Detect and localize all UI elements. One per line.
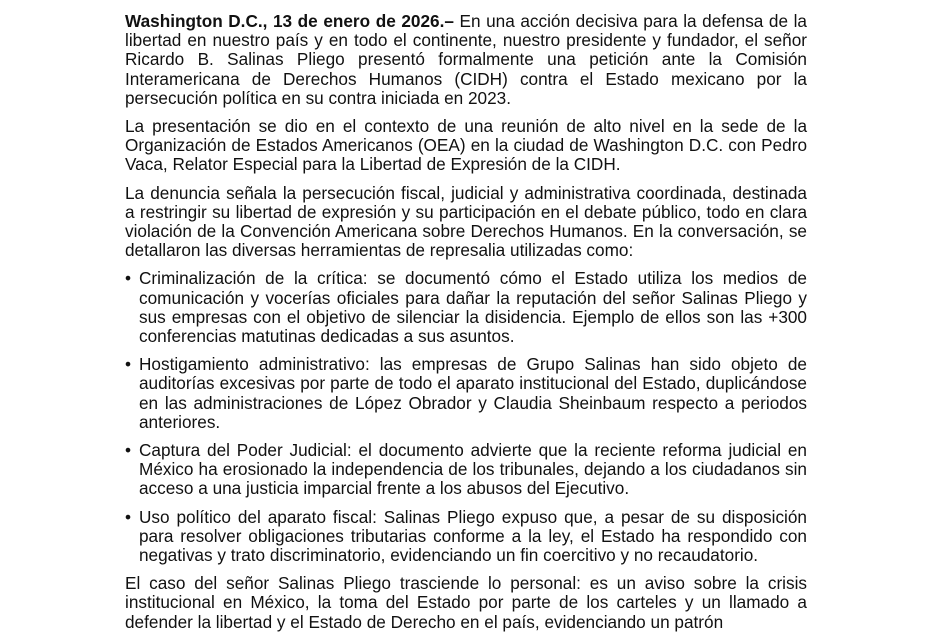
list-item-text: Criminalización de la crítica: se documentó cómo el Estado utiliza los medios de comunicación y vocerías oficiales para dañar la reputación del señor Salinas Pliego y sus empresas con el objetivo de silenciar la disidencia. Ejemplo de ellos son las +300 conferencias matutinas dedicadas a sus asuntos.: [139, 268, 807, 347]
bullet-icon: •: [125, 440, 132, 461]
paragraph-meeting: La presentación se dio en el contexto de una reunión de alto nivel en la sede de la Organización de Estados Americanos (OEA) en la ciudad de Washington D.C. con Pedro Vaca, Relator Especial para la Libertad de Expresión de la CIDH.: [125, 116, 807, 175]
paragraph-closing: El caso del señor Salinas Pliego trasciende lo personal: es un aviso sobre la crisis institucional en México, la toma del Estado por parte de los carteles y un llamado a defender la libertad y el Estado de Derecho en el país, evidenciando un patrón: [125, 573, 807, 632]
list-item: [125, 269, 807, 346]
list-item-text: Captura del Poder Judicial: el documento advierte que la reciente reforma judicial en México ha erosionado la independencia de los tribunales, dejando a los ciudadanos sin acceso a una justicia imparcial frente a los abusos del Ejecutivo.: [139, 440, 807, 499]
bullet-icon: •: [125, 354, 132, 375]
lead-paragraph: [125, 12, 807, 108]
list-item: [125, 441, 807, 499]
paragraph-complaint: La denuncia señala la persecución fiscal, judicial y administrativa coordinada, destinada a restringir su libertad de expresión y su participación en el debate público, todo en clara violación de la Convención Americana sobre Derechos Humanos. En la conversación, se detallaron las diversas herramientas de represalia utilizadas como:: [125, 182, 807, 261]
bullet-icon: •: [125, 506, 132, 527]
list-item-text: Hostigamiento administrativo: las empresas de Grupo Salinas han sido objeto de auditorías excesivas por parte de todo el aparato institucional del Estado, duplicándose en las administraciones de López Obrador y Claudia Sheinbaum respecto a periodos anteriores.: [139, 354, 807, 432]
dateline: Washington D.C., 13 de enero de 2026.–: [125, 11, 454, 31]
list-item: [125, 355, 807, 432]
press-release-body: [125, 12, 807, 641]
list-item: [125, 508, 807, 566]
list-item-text: Uso político del aparato fiscal: Salinas Pliego expuso que, a pesar de su disposición para resolver obligaciones tributarias conforme a la ley, el Estado ha respondido con negativas y trato discriminatorio, evidenciando un fin coercitivo y no recaudatorio.: [139, 506, 807, 566]
reprisal-tools-list: [125, 269, 807, 565]
bullet-icon: •: [125, 268, 132, 289]
lead-text: En una acción decisiva para la defensa de la libertad en nuestro país y en todo el continente, nuestro presidente y fundador, el señor Ricardo B. Salinas Pliego presentó formalmente una petición ante la Comisión Interamericana de Derechos Humanos (CIDH) contra el Estado mexicano por la persecución política en su contra iniciada en 2023.: [125, 11, 807, 108]
